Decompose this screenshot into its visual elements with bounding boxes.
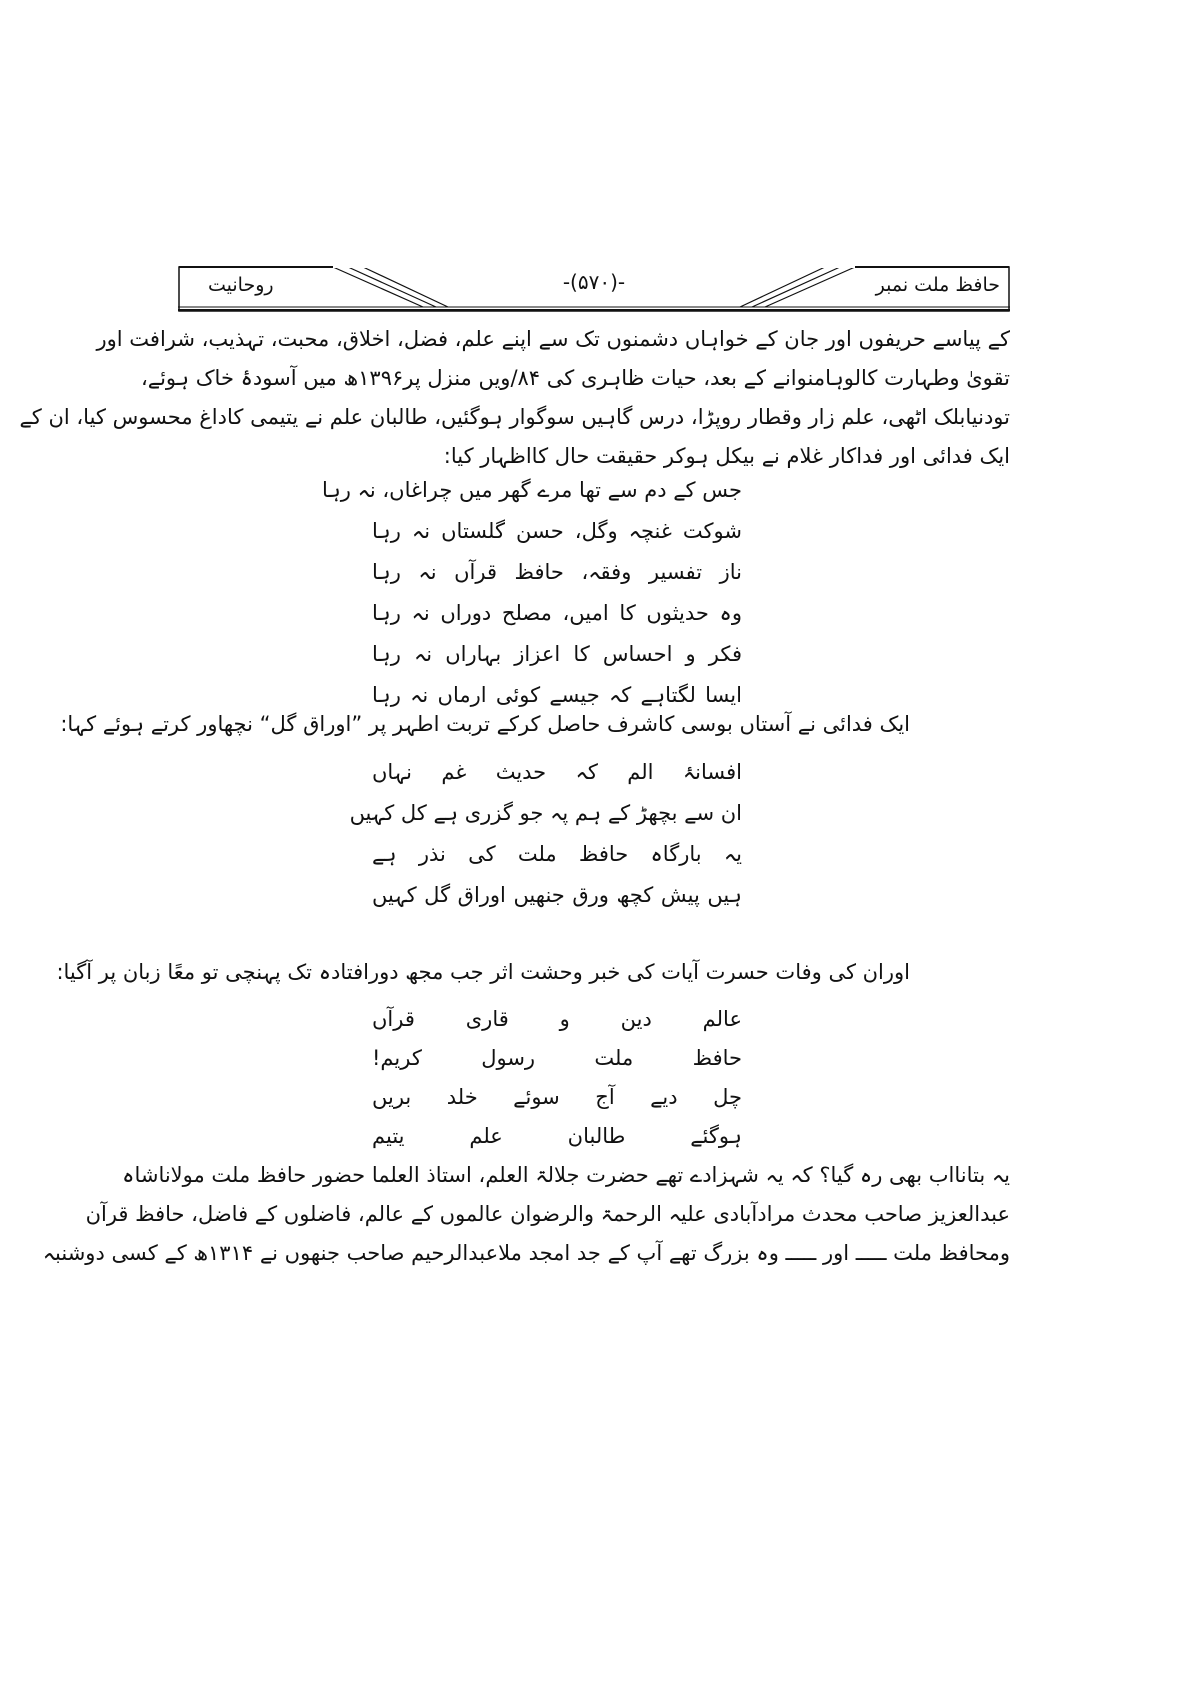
text-line: ایک فدائی اور فداکار غلام نے بیکل ہوکر حقیقت حال کااظہار کیا: [443, 444, 1010, 468]
verse-line: افسانۂ الم کہ حدیث غم نہاں [372, 760, 742, 784]
verse-line: یہ بارگاہ حافظ ملت کی نذر ہے [372, 842, 742, 866]
poem-2 [349, 752, 742, 916]
page-number: -(۵۷۰)- [562, 270, 626, 294]
text-line: تقویٰ وطہارت کالوہامنوانے کے بعد، حیات ظاہری کی ۸۴/ویں منزل پر۱۳۹۶ھ میں آسودۂ خاک ہوئے، [141, 366, 1010, 390]
page-header [178, 266, 1010, 312]
verse-line: وہ حدیثوں کا امیں، مصلح دوراں نہ رہا [372, 601, 742, 625]
text-line: یہ بتانااب بھی رہ گیا؟ کہ یہ شہزادے تھے حضرت جلالۃ العلم، استاذ العلما حضور حافظ ملت مولاناشاہ [122, 1163, 1010, 1187]
text-line: تودنیابلک اٹھی، علم زار وقطار روپڑا، درس گاہیں سوگوار ہوگئیں، طالبان علم نے یتیمی کاداغ محسوس کیا، ان کے [19, 405, 1010, 429]
intro-line-2: ایک فدائی نے آستاں بوسی کاشرف حاصل کرکے تربت اطہر پر ”اوراق گل“ نچھاور کرتے ہوئے کہا: [60, 712, 910, 736]
verse-line: ہیں پیش کچھ ورق جنھیں اوراق گل کہیں [372, 883, 742, 907]
section-title: روحانیت [208, 274, 274, 296]
poem-1 [322, 470, 742, 716]
text-line: ومحافظ ملت ـــــ اور ـــــ وہ بزرگ تھے آپ کے جد امجد ملاعبدالرحیم صاحب جنھوں نے ۱۳۱۴ھ کے کسی دوشنبہ [42, 1241, 1010, 1265]
verse-line: ناز تفسیر وفقہ، حافظ قرآں نہ رہا [372, 560, 742, 584]
verse-line: عالم دین و قاری قرآں [372, 1007, 742, 1031]
verse-line: چل دیے آج سوئے خلد بریں [372, 1085, 742, 1109]
verse-line: حافظ ملت رسول کریم! [372, 1046, 742, 1070]
verse-line: ایسا لگتاہے کہ جیسے کوئی ارماں نہ رہا [372, 683, 742, 707]
text-line: کے پیاسے حریفوں اور جان کے خواہاں دشمنوں تک سے اپنے علم، فضل، اخلاق، محبت، تہذیب، شرافت اور [96, 327, 1010, 351]
intro-line-3: اوران کی وفات حسرت آیات کی خبر وحشت اثر جب مجھ دورافتادہ تک پہنچی تو معًا زبان پر آگیا: [56, 960, 910, 984]
paragraph-1 [19, 320, 1010, 476]
poem-3 [372, 1000, 742, 1156]
verse-line: ان سے بچھڑ کے ہم پہ جو گزری ہے کل کہیں [349, 801, 742, 825]
paragraph-2 [42, 1156, 1010, 1273]
text-line: عبدالعزیز صاحب محدث مرادآبادی علیہ الرحمۃ والرضوان عالموں کے عالم، فاضلوں کے فاضل، حافظ قرآن [85, 1202, 1010, 1226]
verse-line: شوکت غنچہ وگل، حسن گلستاں نہ رہا [372, 519, 742, 543]
verse-line: ہوگئے طالبان علم یتیم [372, 1124, 742, 1148]
verse-line: جس کے دم سے تھا مرے گھر میں چراغاں، نہ رہا [322, 478, 742, 502]
issue-title: حافظ ملت نمبر [875, 274, 1000, 296]
verse-line: فکر و احساس کا اعزاز بہاراں نہ رہا [372, 642, 742, 666]
